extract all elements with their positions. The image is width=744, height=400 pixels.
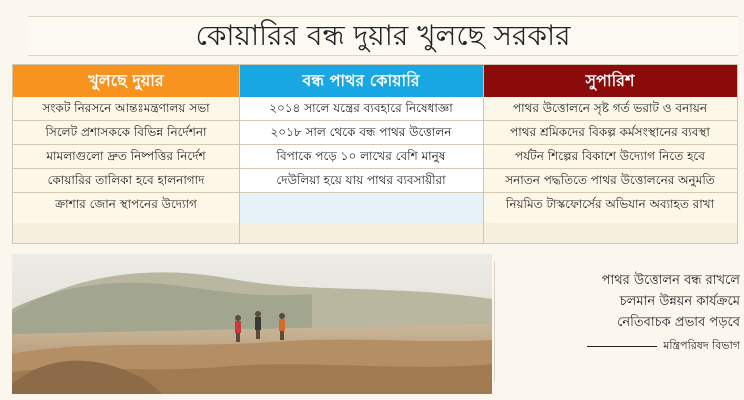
table-cell: মামলাগুলো দ্রুত নিষ্পত্তির নির্দেশ: [13, 145, 239, 169]
quarry-photo: [12, 254, 492, 394]
table-cell: ২০১৪ সালে যন্ত্রের ব্যবহারে নিষেধাজ্ঞা: [239, 97, 483, 121]
header-opening-doors: খুলছে দুয়ার: [13, 65, 239, 97]
table-cell: বিপাকে পড়ে ১০ লাখের বেশি মানুষ: [239, 145, 483, 169]
quote-divider: [494, 262, 495, 382]
table-cell: ক্রাশার জোন স্থাপনের উদ্যোগ: [13, 193, 239, 223]
table-cell: সংকট নিরসনে আন্তঃমন্ত্রণালয় সভা: [13, 97, 239, 121]
quote-source: মন্ত্রিপরিষদ বিভাগ: [663, 339, 740, 352]
table-cell: সনাতন পদ্ধতিতে পাথর উত্তোলনের অনুমতি: [483, 169, 737, 193]
quote-line: চলমান উন্নয়ন কার্যক্রমে: [619, 294, 740, 309]
quarry-illustration: [12, 254, 492, 394]
table-cell: পাথর শ্রমিকদের বিকল্প কর্মসংস্থানের ব্যবস্থা: [483, 121, 737, 145]
quote-source-row: [500, 337, 740, 356]
column-divider: [483, 65, 484, 243]
table-cell: সিলেট প্রশাসককে বিভিন্ন নির্দেশনা: [13, 121, 239, 145]
table-cell: কোয়ারির তালিকা হবে হালনাগাদ: [13, 169, 239, 193]
table-cell-empty: [239, 193, 483, 223]
header-recommendations: সুপারিশ: [483, 65, 737, 97]
source-dash: [587, 346, 657, 347]
table-cell: পর্যটন শিল্পের বিকাশে উদ্যোগ নিতে হবে: [483, 145, 737, 169]
infographic-title: কোয়ারির বন্ধ দুয়ার খুলছে সরকার: [28, 16, 738, 56]
ministry-quote: [500, 270, 740, 382]
header-closed-quarries: বন্ধ পাথর কোয়ারি: [239, 65, 483, 97]
table-cell: ২০১৮ সাল থেকে বন্ধ পাথর উত্তোলন: [239, 121, 483, 145]
summary-table: [12, 64, 738, 244]
quote-line: নেতিবাচক প্রভাব পড়বে: [617, 315, 740, 330]
table-cell: নিয়মিত টাস্কফোর্সের অভিযান অব্যাহত রাখা: [483, 193, 737, 223]
quote-line: পাথর উত্তোলন বন্ধ রাখলে: [601, 273, 740, 288]
column-divider: [239, 65, 240, 243]
table-cell: পাথর উত্তোলনে সৃষ্ট গর্ত ভরাট ও বনায়ন: [483, 97, 737, 121]
table-cell: দেউলিয়া হয়ে যায় পাথর ব্যবসায়ীরা: [239, 169, 483, 193]
